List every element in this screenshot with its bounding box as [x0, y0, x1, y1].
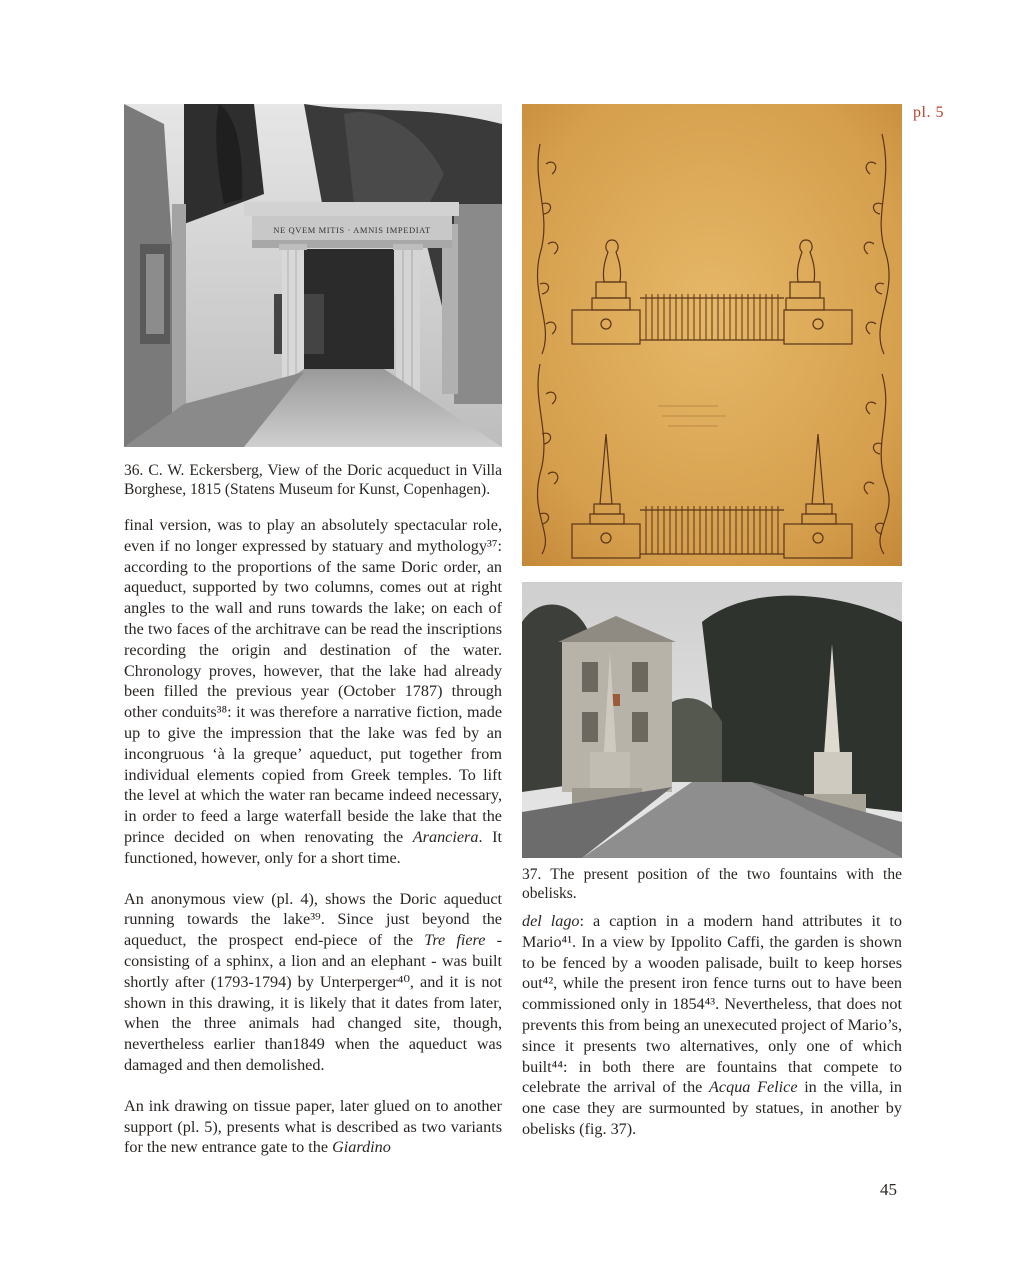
figure-36-caption: 36. C. W. Eckersberg, View of the Doric acqueduct in Villa Borghese, 1815 (Statens Museum for Kunst, Copenhagen).: [124, 462, 502, 498]
paragraph: An ink drawing on tissue paper, later glued on to another support (pl. 5), presents what is described as two variants for the new entrance gate to the Giardino: [124, 1096, 502, 1157]
plate-label: pl. 5: [913, 104, 944, 121]
figure-37-image: [522, 582, 902, 858]
left-text-column: [124, 515, 502, 1158]
architrave-inscription: NE QVEM MITIS · AMNIS IMPEDIAT: [273, 225, 431, 235]
figure-36-image: [124, 104, 502, 447]
paragraph: del lago: a caption in a modern hand attributes it to Mario⁴¹. In a view by Ippolito Caffi, the garden is shown to be fenced by a wooden palisade, built to keep horses out⁴², while the present iron fence turns out to have been commissioned only in 1854⁴³. Nevertheless, that does not prevents this from being an unexecuted project of Mario’s, since it presents two alternatives, only one of which built⁴⁴: in both there are fountains that compete to celebrate the arrival of the Acqua Felice in the villa, in one case they are surmounted by statues, in another by obelisks (fig. 37).: [522, 912, 902, 1138]
figure-37-caption: 37. The present position of the two fountains with the obelisks.: [522, 866, 902, 902]
paragraph: An anonymous view (pl. 4), shows the Doric aqueduct running towards the lake³⁹. Since just beyond the aqueduct, the prospect end-piece of the Tre fiere - consisting of a sphinx, a lion and an elephant - was built shortly after (1793-1794) by Unterperger⁴⁰, and it is not shown in this drawing, it is likely that it dates from later, when the three animals had changed site, though, nevertheless earlier than1849 when the aqueduct was damaged and then demolished.: [124, 889, 502, 1074]
paragraph: final version, was to play an absolutely spectacular role, even if no longer expressed by statuary and mythology³⁷: according to the proportions of the same Doric order, an aqueduct, supported by two columns, comes out at right angles to the wall and runs towards the lake; on each of the two faces of the architrave can be read the inscriptions recording the origin and destination of the water. Chronology proves, however, that the lake had already been filled the previous year (October 1787) through other conduits³⁸: it was therefore a narrative fiction, made up to give the impression that the lake was fed by an incongruous ‘à la greque’ aqueduct, put together from individual elements copied from Greek temples. To lift the level at which the water ran became indeed necessary, in order to feed a large waterfall beside the lake that the prince decided on when renovating the Aranciera. It functioned, however, only for a short time.: [124, 516, 502, 867]
right-text-column: [522, 911, 902, 1140]
page-number: 45: [880, 1180, 897, 1199]
plate-5-drawing: [522, 104, 902, 566]
